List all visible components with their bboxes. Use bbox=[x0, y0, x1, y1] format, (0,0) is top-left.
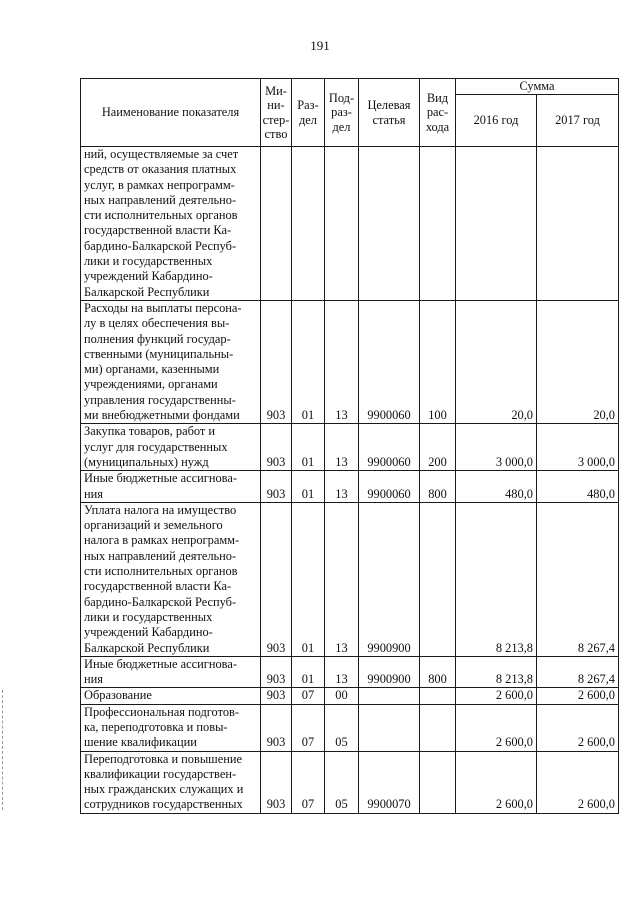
page-number: 191 bbox=[310, 38, 330, 53]
cell-section: 07 bbox=[292, 688, 325, 704]
table-header bbox=[81, 79, 619, 147]
cell-target bbox=[359, 688, 420, 704]
cell-section: 07 bbox=[292, 704, 325, 751]
name-line: квалификации государствен- bbox=[84, 766, 237, 781]
name-line: налога в рамках непрограмм- bbox=[84, 533, 240, 548]
cell-name bbox=[81, 751, 261, 813]
name-line: ственными (муниципальны- bbox=[84, 346, 234, 361]
name-line: ных гражданских служащих и bbox=[84, 782, 244, 797]
cell-2017 bbox=[537, 147, 619, 301]
name-line: Профессиональная подготов- bbox=[84, 704, 240, 719]
header-subsection bbox=[325, 79, 359, 147]
cell-subsection: 13 bbox=[325, 424, 359, 471]
name-line: лики и государственных bbox=[84, 609, 213, 624]
name-line: услуг для государственных bbox=[84, 439, 228, 454]
header-line: хода bbox=[425, 119, 450, 134]
header-line: статья bbox=[372, 112, 406, 127]
header-ministry bbox=[261, 79, 292, 147]
name-line: Балкарской Республики bbox=[84, 640, 210, 655]
name-line: ния bbox=[84, 672, 103, 687]
table-row bbox=[81, 300, 619, 423]
budget-table bbox=[80, 78, 619, 814]
cell-ministry: 903 bbox=[261, 300, 292, 423]
cell-section bbox=[292, 147, 325, 301]
name-line: услуг, в рамках непрограмм- bbox=[84, 177, 235, 192]
name-line: бардино-Балкарской Респуб- bbox=[84, 238, 237, 253]
name-line: учреждений Кабардино- bbox=[84, 625, 213, 640]
cell-ministry: 903 bbox=[261, 656, 292, 688]
header-year-2016: 2016 год bbox=[456, 95, 537, 147]
header-line: ство bbox=[264, 127, 288, 141]
cell-section: 01 bbox=[292, 502, 325, 656]
cell-name bbox=[81, 502, 261, 656]
cell-name bbox=[81, 688, 261, 704]
cell-expense-type bbox=[420, 688, 456, 704]
cell-expense-type bbox=[420, 147, 456, 301]
cell-2016: 2 600,0 bbox=[456, 704, 537, 751]
name-line: шение квалификации bbox=[84, 735, 197, 750]
cell-target bbox=[359, 704, 420, 751]
cell-subsection bbox=[325, 147, 359, 301]
name-line: ных направлений деятельно- bbox=[84, 192, 237, 207]
cell-name bbox=[81, 147, 261, 301]
cell-expense-type bbox=[420, 751, 456, 813]
header-line: Ми- bbox=[265, 83, 287, 98]
header-line: раз- bbox=[331, 105, 352, 120]
name-line: ния bbox=[84, 486, 103, 501]
name-line: сти исполнительных органов bbox=[84, 564, 238, 579]
table-body bbox=[81, 147, 619, 814]
table-row bbox=[81, 471, 619, 503]
cell-subsection: 13 bbox=[325, 502, 359, 656]
cell-2017: 20,0 bbox=[537, 300, 619, 423]
cell-name bbox=[81, 424, 261, 471]
name-line: Переподготовка и повышение bbox=[84, 751, 242, 766]
name-line: лу в целях обеспечения вы- bbox=[84, 316, 230, 331]
name-line: средств от оказания платных bbox=[84, 162, 237, 177]
name-line: ных направлений деятельно- bbox=[84, 548, 237, 563]
cell-2016: 2 600,0 bbox=[456, 688, 537, 704]
cell-2017: 2 600,0 bbox=[537, 751, 619, 813]
table-row bbox=[81, 704, 619, 751]
name-line: сти исполнительных органов bbox=[84, 208, 238, 223]
name-line: учреждений Кабардино- bbox=[84, 269, 213, 284]
cell-section: 07 bbox=[292, 751, 325, 813]
name-line: ка, переподготовка и повы- bbox=[84, 719, 228, 734]
table-row bbox=[81, 424, 619, 471]
name-line: ний, осуществляемые за счет bbox=[84, 147, 239, 161]
cell-ministry: 903 bbox=[261, 502, 292, 656]
table-row bbox=[81, 688, 619, 704]
name-line: управления государственны- bbox=[84, 392, 236, 407]
cell-2017: 8 267,4 bbox=[537, 656, 619, 688]
cell-ministry: 903 bbox=[261, 688, 292, 704]
name-line: Уплата налога на имущество bbox=[84, 502, 237, 517]
header-line: рас- bbox=[426, 105, 449, 120]
cell-name bbox=[81, 656, 261, 688]
table-row bbox=[81, 751, 619, 813]
cell-section: 01 bbox=[292, 656, 325, 688]
name-line: Образование bbox=[84, 688, 152, 703]
cell-2016: 480,0 bbox=[456, 471, 537, 503]
cell-subsection: 00 bbox=[325, 688, 359, 704]
cell-subsection: 05 bbox=[325, 751, 359, 813]
cell-expense-type: 200 bbox=[420, 424, 456, 471]
header-line: ни- bbox=[267, 98, 285, 112]
header-name: Наименование показателя bbox=[81, 79, 261, 147]
cell-2016: 8 213,8 bbox=[456, 502, 537, 656]
cell-2017: 3 000,0 bbox=[537, 424, 619, 471]
cell-target: 9900060 bbox=[359, 300, 420, 423]
cell-2016: 8 213,8 bbox=[456, 656, 537, 688]
header-sum: Сумма bbox=[456, 79, 619, 95]
header-line: дел bbox=[299, 112, 317, 127]
header-year-2017: 2017 год bbox=[537, 95, 619, 147]
cell-target: 9900900 bbox=[359, 502, 420, 656]
cell-expense-type: 800 bbox=[420, 656, 456, 688]
header-expense-type bbox=[420, 79, 456, 147]
cell-subsection: 13 bbox=[325, 656, 359, 688]
cell-section: 01 bbox=[292, 424, 325, 471]
cell-expense-type bbox=[420, 502, 456, 656]
name-line: организаций и земельного bbox=[84, 518, 223, 533]
cell-name bbox=[81, 704, 261, 751]
cell-2017: 8 267,4 bbox=[537, 502, 619, 656]
cell-section: 01 bbox=[292, 300, 325, 423]
header-line: дел bbox=[332, 119, 351, 134]
table-row bbox=[81, 502, 619, 656]
name-line: Иные бюджетные ассигнова- bbox=[84, 656, 237, 671]
name-line: Закупка товаров, работ и bbox=[84, 424, 216, 439]
name-line: лики и государственных bbox=[84, 254, 213, 269]
name-line: ми внебюджетными фондами bbox=[84, 408, 240, 423]
cell-name bbox=[81, 471, 261, 503]
name-line: Иные бюджетные ассигнова- bbox=[84, 471, 237, 486]
cell-ministry: 903 bbox=[261, 751, 292, 813]
cell-ministry bbox=[261, 147, 292, 301]
cell-target: 9900900 bbox=[359, 656, 420, 688]
header-line: Целевая bbox=[367, 98, 411, 112]
header-line: стер- bbox=[262, 112, 290, 127]
cell-2016: 3 000,0 bbox=[456, 424, 537, 471]
header-line: Раз- bbox=[297, 98, 319, 112]
name-line: ми) органами, казенными bbox=[84, 362, 220, 377]
name-line: государственной власти Ка- bbox=[84, 579, 232, 594]
cell-expense-type bbox=[420, 704, 456, 751]
table-row bbox=[81, 147, 619, 301]
cell-target: 9900060 bbox=[359, 424, 420, 471]
cell-2017: 480,0 bbox=[537, 471, 619, 503]
cell-2017: 2 600,0 bbox=[537, 688, 619, 704]
name-line: полнения функций государ- bbox=[84, 331, 231, 346]
cell-target bbox=[359, 147, 420, 301]
cell-expense-type: 100 bbox=[420, 300, 456, 423]
name-line: бардино-Балкарской Респуб- bbox=[84, 594, 237, 609]
cell-subsection: 13 bbox=[325, 471, 359, 503]
cell-section: 01 bbox=[292, 471, 325, 503]
name-line: (муниципальных) нужд bbox=[84, 454, 209, 469]
header-line: Под- bbox=[328, 90, 355, 105]
cell-2016: 2 600,0 bbox=[456, 751, 537, 813]
cell-2017: 2 600,0 bbox=[537, 704, 619, 751]
cell-2016: 20,0 bbox=[456, 300, 537, 423]
margin-mark bbox=[2, 690, 6, 810]
cell-subsection: 13 bbox=[325, 300, 359, 423]
cell-target: 9900060 bbox=[359, 471, 420, 503]
cell-ministry: 903 bbox=[261, 424, 292, 471]
cell-expense-type: 800 bbox=[420, 471, 456, 503]
name-line: государственной власти Ка- bbox=[84, 223, 232, 238]
header-target bbox=[359, 79, 420, 147]
cell-subsection: 05 bbox=[325, 704, 359, 751]
header-line: Вид bbox=[426, 90, 449, 105]
cell-target: 9900070 bbox=[359, 751, 420, 813]
name-line: Расходы на выплаты персона- bbox=[84, 300, 242, 315]
cell-ministry: 903 bbox=[261, 704, 292, 751]
name-line: учреждениями, органами bbox=[84, 377, 218, 392]
cell-ministry: 903 bbox=[261, 471, 292, 503]
name-line: сотрудников государственных bbox=[84, 797, 243, 812]
cell-2016 bbox=[456, 147, 537, 301]
table-row bbox=[81, 656, 619, 688]
name-line: Балкарской Республики bbox=[84, 284, 210, 299]
cell-name bbox=[81, 300, 261, 423]
header-section bbox=[292, 79, 325, 147]
